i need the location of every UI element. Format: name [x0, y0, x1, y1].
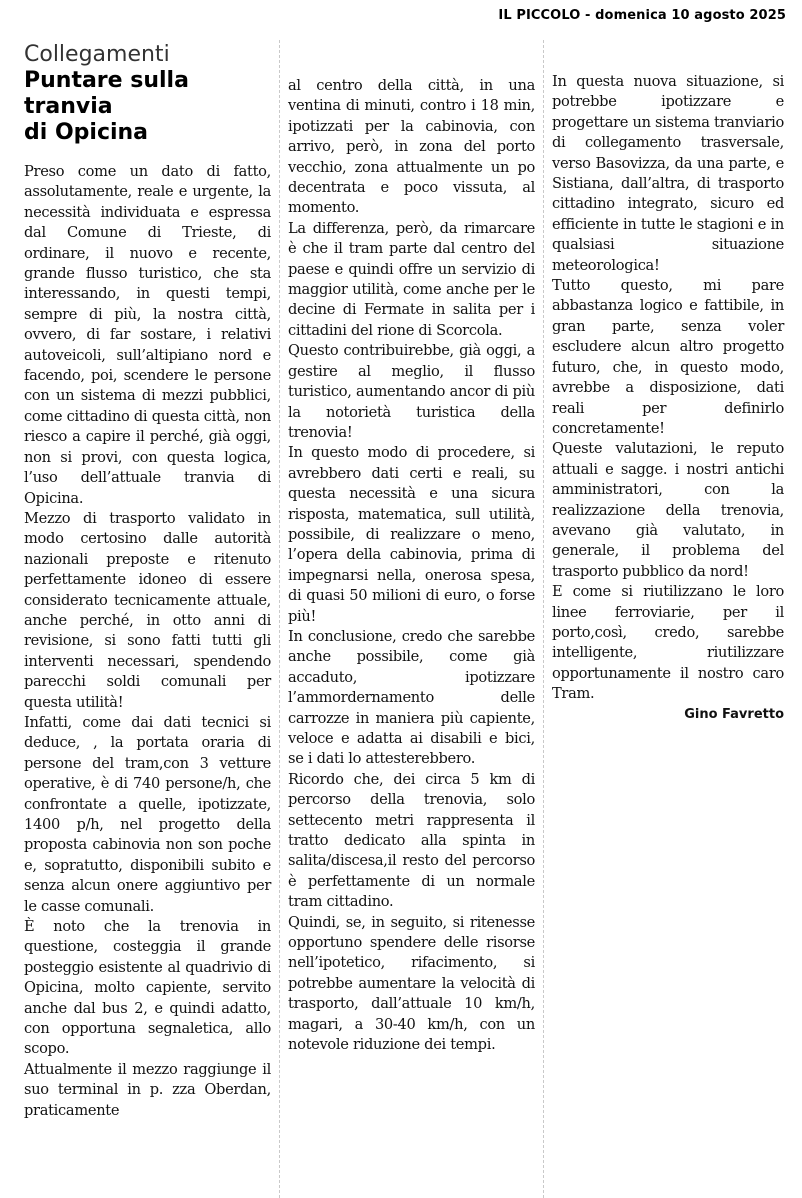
article-column-3	[544, 40, 792, 1198]
article-column-1	[16, 40, 280, 1198]
column-body	[288, 40, 535, 1056]
headline-line: di Opicina	[24, 120, 149, 145]
article-column-2	[280, 40, 544, 1198]
paragraph: Questo contribuirebbe, già oggi, a gestire al meglio, il flusso turistico, aumentando ancor di più la notorietà turistica della trenovia!	[288, 342, 535, 441]
paragraph: Infatti, come dai dati tecnici si deduce, , la portata oraria di persone del tram,con 3 vetture operative, è di 740 persone/h, che confrontate a quelle, ipotizzate, 1400 p/h, nel progetto della proposta cabinovia non son poche e, sopratutto, disponibili subito e senza alcun onere aggiuntivo per le casse comunali.	[24, 713, 271, 915]
paragraph: E come si riutilizzano le loro linee ferroviarie, per il porto,così, credo, sarebbe intelligente, riutilizzare opportunamente il nostro caro Tram.	[552, 583, 784, 703]
paragraph: Quindi, se, in seguito, si ritenesse opportuno spendere delle risorse nell’ipotetico, rifacimento, si potrebbe aumentare la velocità di trasporto, dall’attuale 10 km/h, magari, a 30-40 km/h, con un notevole riduzione dei tempi.	[288, 913, 535, 1054]
paragraph: Mezzo di trasporto validato in modo certosino dalle autorità nazionali preposte e ritenuto perfettamente idoneo di essere considerato tecnicamente attuale, anche perché, in otto anni di revisione, si sono fatti tutti gli interventi necessari, spendendo parecchi soldi comunali per questa utilità!	[24, 509, 271, 711]
author-signature: Gino Favretto	[684, 706, 784, 722]
paragraph: In questo modo di procedere, si avrebbero dati certi e reali, su questa necessità e una sicura risposta, matematica, sull utilità, possibile, di realizzare o meno, l’opera della cabinovia, prima di impegnarsi nella, onerosa spesa, di quasi 50 milioni di euro, o forse più!	[288, 444, 535, 625]
paragraph: Queste valutazioni, le reputo attuali e sagge. i nostri antichi amministratori, con la realizzazione della trenovia, avevano già valutato, in generale, il problema del trasporto pubblico da nord!	[552, 440, 784, 580]
paragraph: Preso come un dato di fatto, assolutamente, reale e urgente, la necessità individuata e espressa dal Comune di Trieste, di ordinare, il nuovo e recente, grande flusso turistico, che sta interessando, in questi tempi, sempre di più, la nostra città, ovvero, di far sostare, i relativi autoveicoli, sull’altipiano nord e facendo, poi, scendere le persone con un sistema di mezzi pubblici, come cittadino di questa città, non riesco a capire il perché, già oggi, non si provi, con questa logica, l’uso dell’attuale tranvia di Opicina.	[24, 163, 271, 507]
paragraph: Ricordo che, dei circa 5 km di percorso della trenovia, solo settecento metri rappresenta il tratto dedicato alla spinta in salita/discesa,il resto del percorso è perfettamente di un normale tram cittadino.	[288, 770, 535, 911]
article-headline	[24, 68, 271, 146]
article-kicker: Collegamenti	[24, 42, 170, 67]
paragraph: al centro della città, in una ventina di minuti, contro i 18 min, ipotizzati per la cabinovia, con arrivo, però, in zona del porto vecchio, zona attualmente un po decentrata e poco vissuta, al momento.	[288, 77, 535, 217]
newspaper-masthead: IL PICCOLO - domenica 10 agosto 2025	[498, 8, 786, 23]
paragraph: La differenza, però, da rimarcare è che il tram parte dal centro del paese e quindi offre un servizio di maggior utilità, come anche per le decine di Fermate in salita per i cittadini del rione di Scorcola.	[288, 219, 535, 339]
paragraph: È noto che la trenovia in questione, costeggia il grande posteggio esistente al quadrivio di Opicina, molto capiente, servito anche dal bus 2, e quindi adatto, con opportuna segnaletica, allo scopo.	[24, 918, 271, 1058]
paragraph: In conclusione, credo che sarebbe anche possibile, come già accaduto, ipotizzare l’ammordernamento delle carrozze in maniera più capiente, veloce e adatta ai disabili e bici, se i dati lo attesterebbero.	[288, 627, 535, 768]
paragraph: Attualmente il mezzo raggiunge il suo terminal in p. zza Oberdan, praticamente	[24, 1060, 271, 1119]
paragraph: Tutto questo, mi pare abbastanza logico e fattibile, in gran parte, senza voler escludere alcun altro progetto futuro, che, in questo modo, avrebbe a disposizione, dati reali per definirlo concretamente!	[552, 277, 784, 437]
paragraph: In questa nuova situazione, si potrebbe ipotizzare e progettare un sistema tranviario di collegamento trasversale, verso Basovizza, da una parte, e Sistiana, dall’altra, di trasporto cittadino integrato, sicuro ed efficiente in tutte le stagioni e in qualsiasi situazione meteorologica!	[552, 73, 784, 274]
column-body	[24, 162, 271, 1121]
headline-line: Puntare sulla tranvia	[24, 68, 189, 119]
column-body	[552, 40, 784, 705]
